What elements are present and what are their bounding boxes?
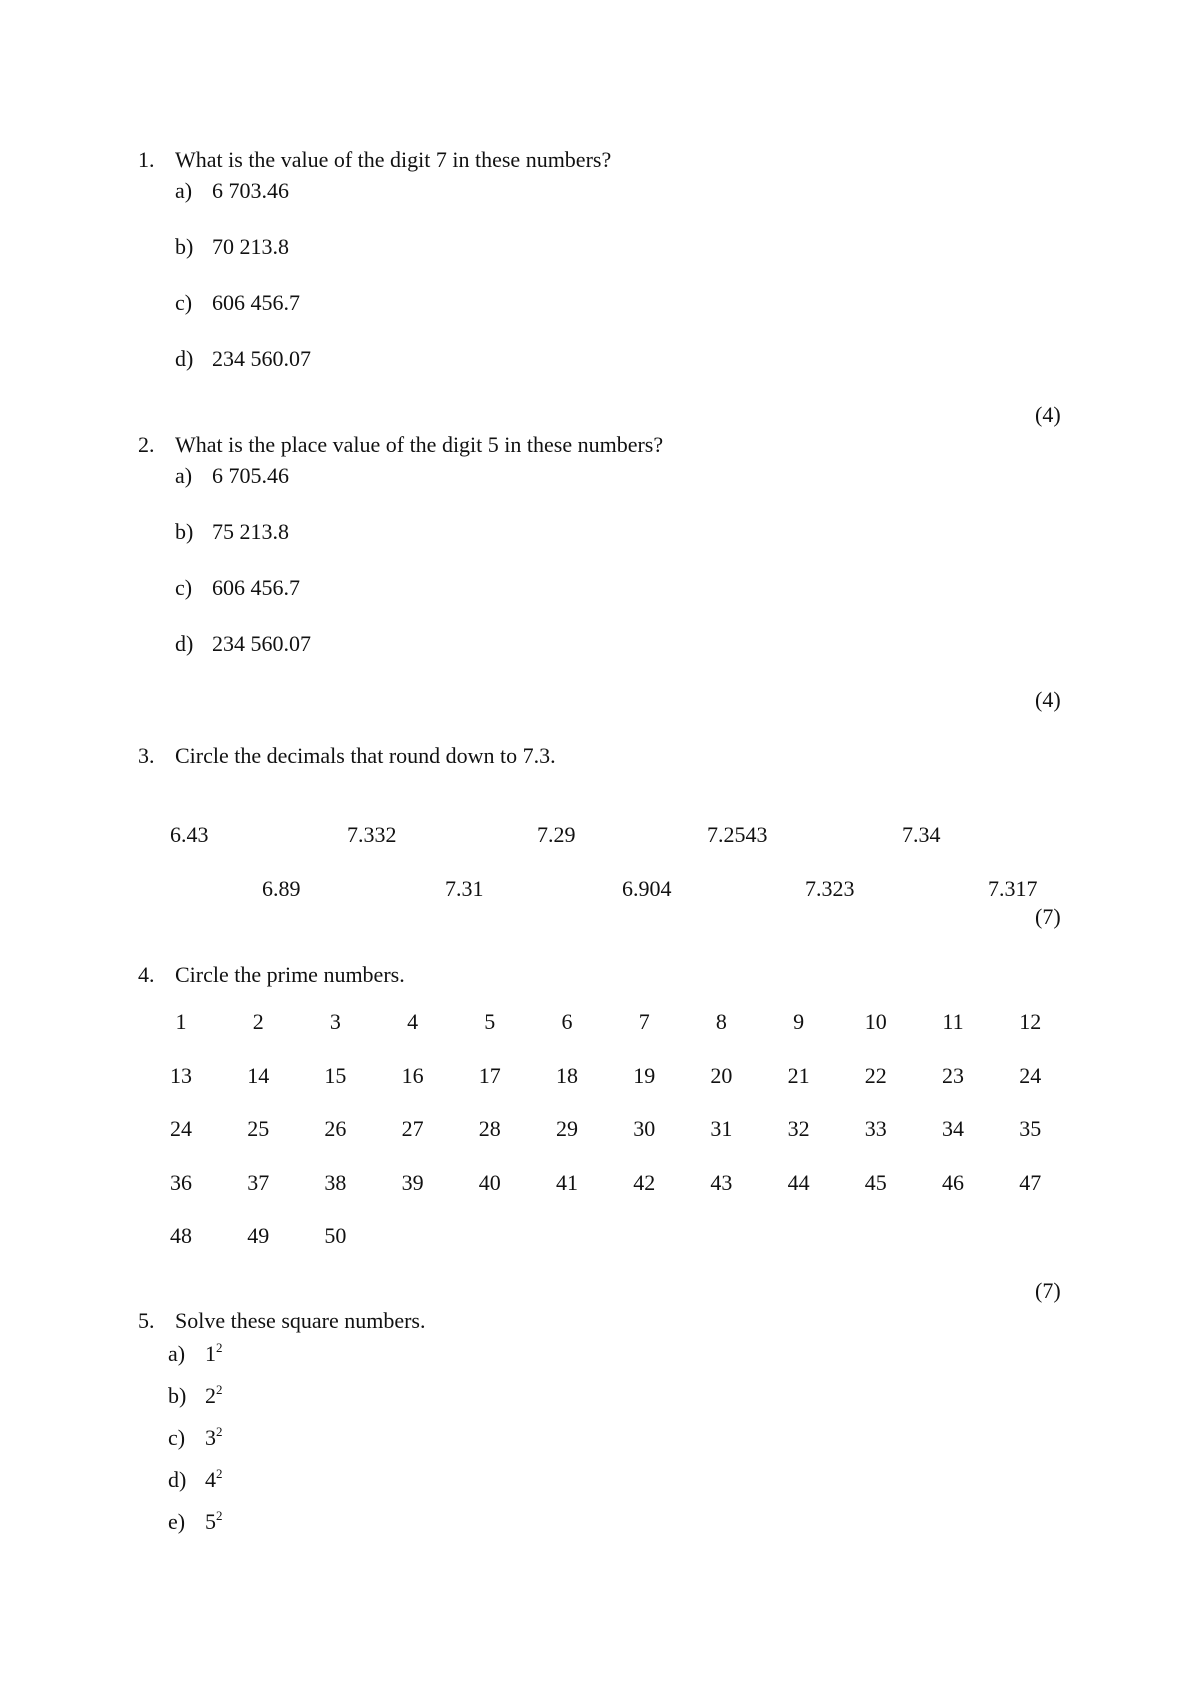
prime-grid-number[interactable]: 50 — [324, 1223, 347, 1248]
q2-item-b-label: b) — [175, 519, 194, 544]
prime-grid-number[interactable]: 21 — [787, 1062, 810, 1088]
q5-item-b-value: $2^2$ — [205, 1382, 223, 1408]
prime-grid-number[interactable]: 43 — [710, 1169, 733, 1195]
question-3-number: 3. — [138, 743, 155, 768]
prime-grid-number[interactable]: 27 — [401, 1116, 424, 1141]
q1-marks: (4) — [1035, 402, 1061, 427]
prime-grid-number[interactable]: 48 — [170, 1223, 192, 1248]
prime-grid-number[interactable]: 33 — [864, 1116, 887, 1141]
q3-decimal-option[interactable]: 7.34 — [902, 822, 941, 847]
prime-grid-number[interactable]: 32 — [787, 1116, 810, 1141]
prime-grid-number[interactable]: 47 — [1019, 1169, 1042, 1195]
q3-decimal-option[interactable]: 7.29 — [537, 822, 576, 847]
q5-item-c-value: $3^2$ — [205, 1424, 223, 1450]
prime-grid-number[interactable]: 8 — [715, 1009, 727, 1034]
prime-grid-number[interactable]: 38 — [324, 1169, 347, 1195]
prime-grid-number[interactable]: 17 — [478, 1062, 501, 1088]
prime-grid-number[interactable]: 29 — [556, 1116, 578, 1141]
q2-item-c-value: 606 456.7 — [212, 575, 300, 600]
prime-grid-number[interactable]: 12 — [1019, 1009, 1042, 1034]
question-1-text: What is the value of the digit 7 in these numbers? — [175, 147, 612, 172]
question-4-text: Circle the prime numbers. — [175, 962, 405, 987]
prime-grid-number[interactable]: 37 — [247, 1169, 270, 1195]
prime-grid-number[interactable]: 35 — [1019, 1116, 1042, 1141]
q1-item-b-label: b) — [175, 234, 194, 259]
q2-item-d-value: 234 560.07 — [212, 631, 311, 656]
prime-grid-number[interactable]: 18 — [556, 1062, 578, 1088]
q3-marks: (7) — [1035, 904, 1061, 929]
prime-grid-number[interactable]: 9 — [793, 1009, 805, 1034]
prime-grid-number[interactable]: 10 — [864, 1009, 887, 1034]
prime-grid-number[interactable]: 22 — [864, 1062, 887, 1088]
prime-grid-number[interactable]: 7 — [638, 1009, 650, 1034]
prime-grid-number[interactable]: 28 — [478, 1116, 501, 1141]
prime-grid-number[interactable]: 2 — [252, 1009, 264, 1034]
q1-item-d-value: 234 560.07 — [212, 346, 311, 371]
q2-item-b-value: 75 213.8 — [212, 519, 289, 544]
question-2-number: 2. — [138, 432, 155, 457]
question-5-number: 5. — [138, 1308, 155, 1333]
prime-grid-number[interactable]: 23 — [942, 1062, 964, 1088]
q2-item-a-label: a) — [175, 463, 193, 488]
prime-grid-number[interactable]: 15 — [324, 1062, 347, 1088]
prime-grid-number[interactable]: 11 — [942, 1009, 964, 1034]
prime-grid-number[interactable]: 13 — [170, 1062, 192, 1088]
q2-item-a-value: 6 705.46 — [212, 463, 289, 488]
q1-item-c-value: 606 456.7 — [212, 290, 300, 315]
q3-decimal-option[interactable]: 7.323 — [805, 876, 855, 901]
prime-grid-number[interactable]: 41 — [556, 1169, 578, 1195]
prime-grid-number[interactable]: 24 — [170, 1116, 192, 1141]
prime-grid-number[interactable]: 24 — [1019, 1062, 1042, 1088]
q3-decimal-option[interactable]: 6.89 — [262, 876, 301, 901]
q3-decimal-option[interactable]: 7.332 — [347, 822, 397, 847]
q1-item-b-value: 70 213.8 — [212, 234, 289, 259]
q4-marks: (7) — [1035, 1278, 1061, 1303]
q1-item-a-value: 6 703.46 — [212, 178, 289, 203]
prime-grid-number[interactable]: 40 — [478, 1169, 501, 1195]
q5-item-c-label: c) — [168, 1425, 186, 1450]
q5-item-a-label: a) — [168, 1341, 186, 1366]
prime-grid-number[interactable]: 1 — [175, 1009, 187, 1034]
q5-item-d-label: d) — [168, 1467, 187, 1492]
prime-grid-number[interactable]: 6 — [561, 1009, 573, 1034]
prime-grid-number[interactable]: 5 — [484, 1009, 496, 1034]
prime-grid-number[interactable]: 3 — [329, 1009, 341, 1034]
prime-grid-number[interactable]: 45 — [864, 1169, 887, 1195]
question-5-text: Solve these square numbers. — [175, 1308, 426, 1333]
prime-grid-number[interactable]: 4 — [407, 1009, 419, 1034]
prime-grid-number[interactable]: 25 — [247, 1116, 270, 1141]
question-3-text: Circle the decimals that round down to 7.3. — [175, 743, 556, 768]
q3-decimal-option[interactable]: 7.31 — [445, 876, 484, 901]
q5-item-a-value: $1^2$ — [205, 1340, 223, 1366]
q2-item-c-label: c) — [175, 575, 193, 600]
q5-item-e-label: e) — [168, 1509, 186, 1534]
prime-grid-number[interactable]: 14 — [247, 1062, 270, 1088]
question-2-text: What is the place value of the digit 5 in these numbers? — [175, 432, 664, 457]
q5-item-d-value: $4^2$ — [205, 1466, 223, 1492]
question-4-number: 4. — [138, 962, 155, 987]
prime-grid-number[interactable]: 36 — [170, 1169, 192, 1195]
prime-grid-number[interactable]: 16 — [401, 1062, 424, 1088]
prime-grid-number[interactable]: 46 — [942, 1169, 964, 1195]
prime-grid-number[interactable]: 44 — [787, 1169, 810, 1195]
q1-item-d-label: d) — [175, 346, 194, 371]
prime-grid-number[interactable]: 31 — [710, 1116, 733, 1141]
q2-marks: (4) — [1035, 687, 1061, 712]
q3-decimal-option[interactable]: 7.2543 — [707, 822, 768, 847]
q3-decimal-option[interactable]: 6.904 — [622, 876, 672, 901]
prime-grid-number[interactable]: 20 — [710, 1062, 733, 1088]
prime-grid-number[interactable]: 34 — [942, 1116, 964, 1141]
q1-item-a-label: a) — [175, 178, 193, 203]
prime-grid-number[interactable]: 26 — [324, 1116, 347, 1141]
q5-item-e-value: $5^2$ — [205, 1508, 223, 1534]
prime-grid-number[interactable]: 39 — [401, 1169, 424, 1195]
prime-grid-number[interactable]: 49 — [247, 1223, 270, 1248]
q3-decimal-option[interactable]: 7.317 — [988, 876, 1038, 901]
q5-item-b-label: b) — [168, 1383, 187, 1408]
q1-item-c-label: c) — [175, 290, 193, 315]
prime-grid-number[interactable]: 19 — [633, 1062, 656, 1088]
question-1-number: 1. — [138, 147, 155, 172]
q2-item-d-label: d) — [175, 631, 194, 656]
q3-decimal-option[interactable]: 6.43 — [170, 822, 209, 847]
prime-grid-number[interactable]: 30 — [633, 1116, 656, 1141]
prime-grid-number[interactable]: 42 — [633, 1169, 656, 1195]
